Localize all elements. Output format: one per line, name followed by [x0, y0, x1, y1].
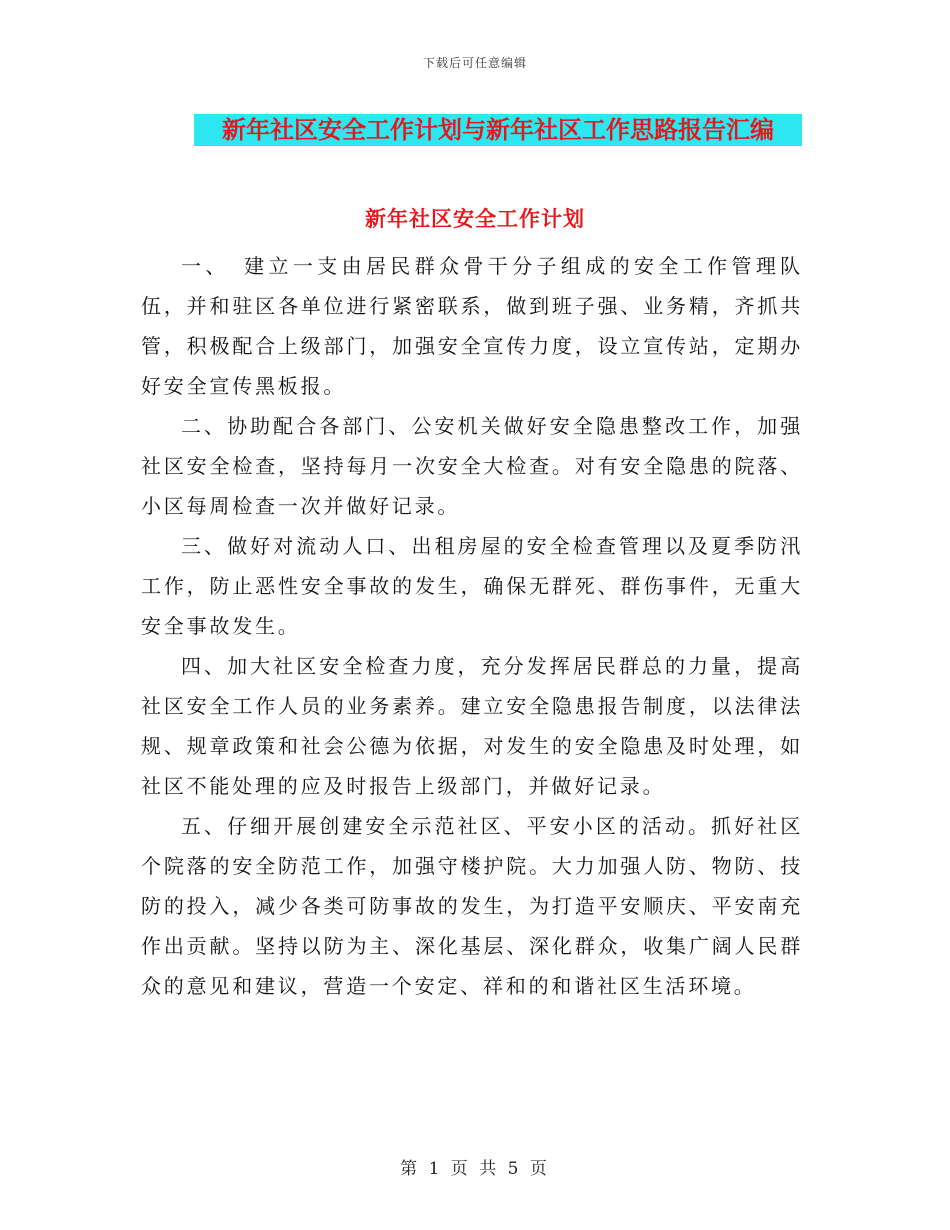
title-highlight	[194, 114, 802, 146]
paragraph-1: 一、 建立一支由居民群众骨干分子组成的安全工作管理队伍，并和驻区各单位进行紧密联系，做到班子强、业务精，齐抓共管，积极配合上级部门，加强安全宣传力度，设立宣传站，定期办好安全宣传黑板报。	[141, 254, 803, 398]
document-title: 新年社区安全工作计划与新年社区工作思路报告汇编	[222, 116, 774, 144]
paragraph-5: 五、仔细开展创建安全示范社区、平安小区的活动。抓好社区个院落的安全防范工作，加强守楼护院。大力加强人防、物防、技防的投入，减少各类可防事故的发生，为打造平安顺庆、平安南充作出贡献。坚持以防为主、深化基层、深化群众，收集广阔人民群众的意见和建议，营造一个安定、祥和的和谐社区生活环境。	[141, 814, 803, 998]
body-text	[141, 246, 803, 1006]
section-title: 新年社区安全工作计划	[365, 207, 585, 231]
paragraph-2: 二、协助配合各部门、公安机关做好安全隐患整改工作，加强社区安全检查，坚持每月一次安全大检查。对有安全隐患的院落、小区每周检查一次并做好记录。	[141, 414, 803, 518]
page-number: 第 1 页 共 5 页	[400, 1159, 550, 1179]
paragraph-3: 三、做好对流动人口、出租房屋的安全检查管理以及夏季防汛工作，防止恶性安全事故的发生，确保无群死、群伤事件，无重大安全事故发生。	[141, 534, 803, 638]
header-note: 下载后可任意编辑	[422, 56, 527, 70]
paragraph-4: 四、加大社区安全检查力度，充分发挥居民群总的力量，提高社区安全工作人员的业务素养。建立安全隐患报告制度，以法律法规、规章政策和社会公德为依据，对发生的安全隐患及时处理，如社区不能处理的应及时报告上级部门，并做好记录。	[141, 654, 803, 798]
